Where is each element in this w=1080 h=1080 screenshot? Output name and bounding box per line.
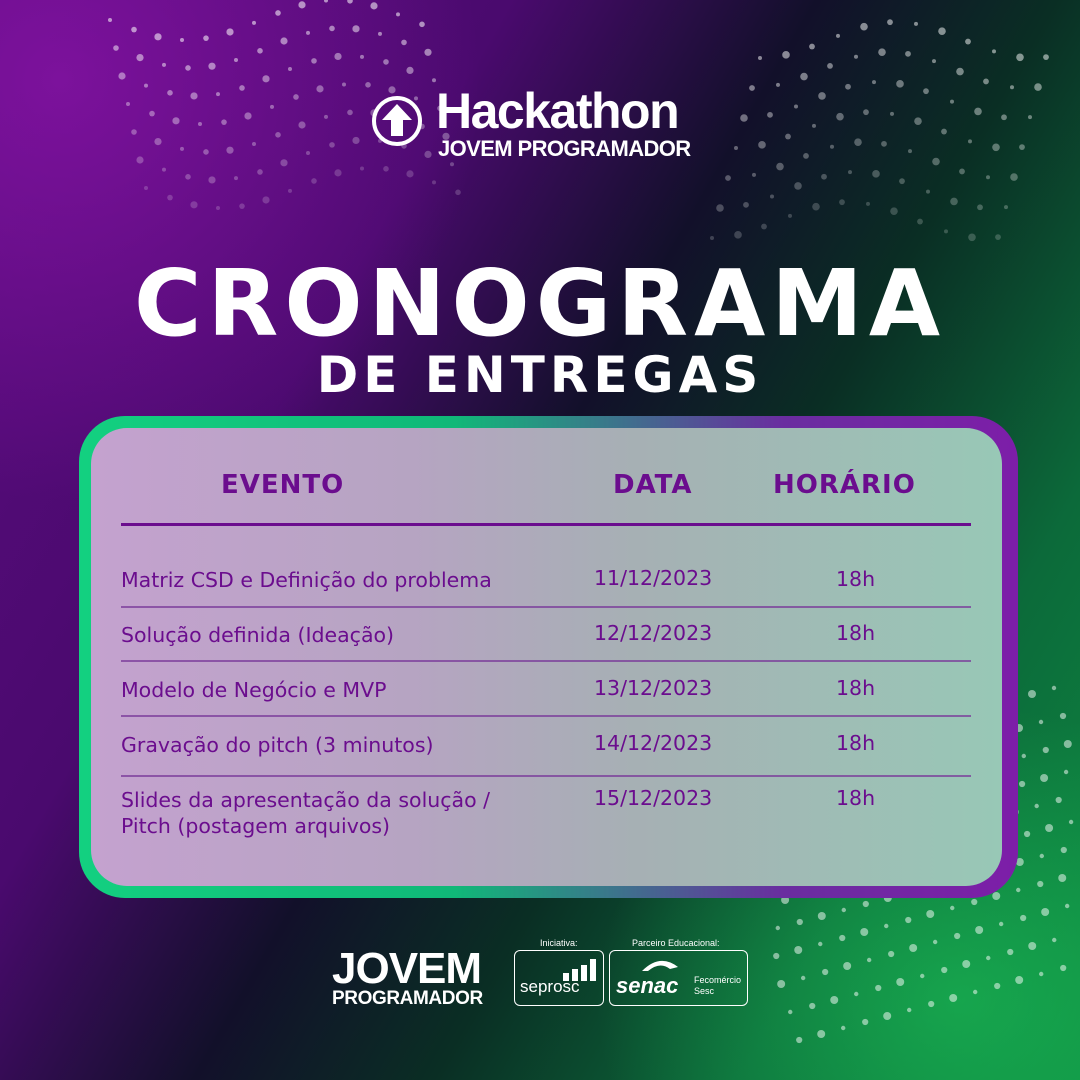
row-5-data: 15/12/2023 (594, 786, 713, 810)
senac-mark-icon (640, 957, 680, 973)
row-4-data: 14/12/2023 (594, 731, 713, 755)
row-3-horario: 18h (836, 676, 876, 700)
row-1-horario: 18h (836, 567, 876, 591)
seprosc-name: seprosc (520, 977, 580, 996)
senac-name: senac (616, 973, 679, 998)
row-3-evento: Modelo de Negócio e MVP (121, 678, 387, 702)
row-5-evento-line-2: Pitch (postagem arquivos) (121, 814, 391, 838)
hackathon-logo (364, 83, 724, 166)
hackathon-title: Hackathon (436, 83, 679, 139)
program-logo-small: PROGRAMADOR (332, 988, 483, 1009)
row-5-horario: 18h (836, 786, 876, 810)
row-2-data: 12/12/2023 (594, 621, 713, 645)
row-4-horario: 18h (836, 731, 876, 755)
sesc-name: Sesc (694, 986, 715, 996)
column-header-data: DATA (613, 470, 693, 500)
row-divider (121, 715, 971, 717)
row-divider (121, 775, 971, 777)
page-subtitle: DE ENTREGAS (316, 346, 764, 404)
row-5-evento-line-1: Slides da apresentação da solução / (121, 788, 491, 812)
column-header-evento: EVENTO (221, 470, 345, 500)
row-2-evento: Solução definida (Ideação) (121, 623, 395, 647)
seprosc-logo (514, 950, 604, 1006)
row-divider (121, 660, 971, 662)
program-logo-big: JOVEM (332, 944, 482, 993)
arrow-up-circle-icon (370, 94, 424, 148)
partner-label: Parceiro Educacional: (632, 938, 720, 948)
row-1-evento: Matriz CSD e Definição do problema (121, 568, 492, 592)
fecomercio-name: Fecomércio (694, 975, 742, 985)
row-3-data: 13/12/2023 (594, 676, 713, 700)
senac-logo (609, 950, 748, 1006)
initiative-label: Iniciativa: (540, 938, 578, 948)
page-title: CRONOGRAMA (133, 250, 947, 357)
column-header-horario: HORÁRIO (773, 470, 916, 500)
hackathon-subtitle: JOVEM PROGRAMADOR (438, 136, 691, 161)
row-2-horario: 18h (836, 621, 876, 645)
header-divider (121, 523, 971, 526)
row-divider (121, 606, 971, 608)
row-1-data: 11/12/2023 (594, 566, 713, 590)
row-4-evento: Gravação do pitch (3 minutos) (121, 733, 434, 757)
